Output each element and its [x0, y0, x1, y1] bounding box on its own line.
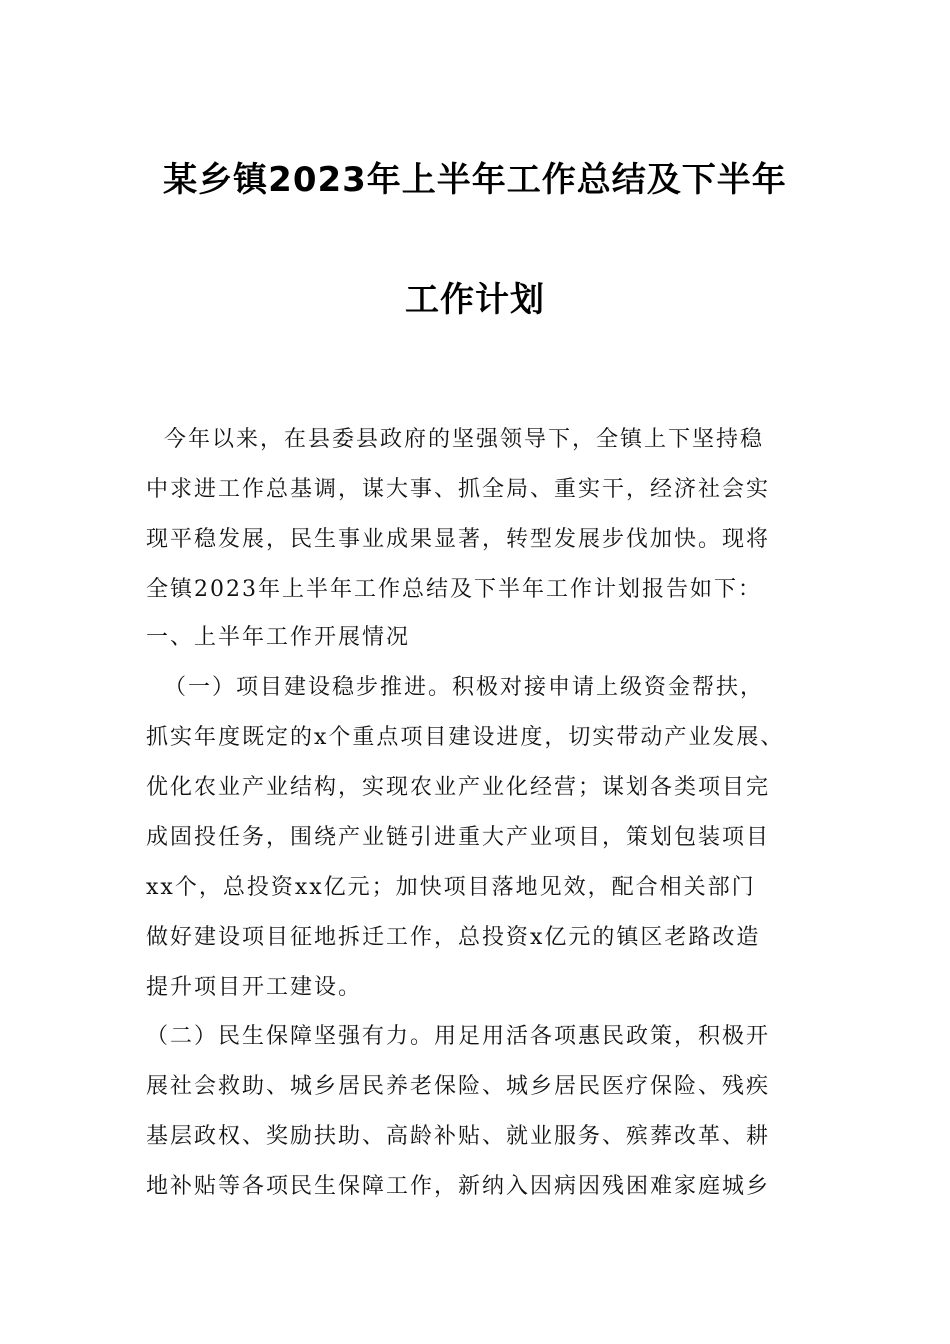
body-line: 做好建设项目征地拆迁工作，总投资x亿元的镇区老路改造 — [146, 925, 761, 950]
body-line: xx个，总投资xx亿元；加快项目落地见效，配合相关部门 — [146, 875, 756, 900]
body-line: 全镇2023年上半年工作总结及下半年工作计划报告如下： — [146, 577, 762, 602]
document-title-line-2: 工作计划 — [405, 280, 545, 320]
body-line: （一）项目建设稳步推进。积极对接申请上级资金帮扶， — [146, 675, 764, 700]
body-line: 中求进工作总基调，谋大事、抓全局、重实干，经济社会实 — [146, 477, 771, 502]
body-line: 基层政权、奖励扶助、高龄补贴、就业服务、殡葬改革、耕 — [146, 1124, 771, 1149]
document-title-line-1: 某乡镇2023年上半年工作总结及下半年 — [163, 160, 787, 200]
body-line: 现平稳发展，民生事业成果显著，转型发展步伐加快。现将 — [146, 527, 771, 552]
body-line: 展社会救助、城乡居民养老保险、城乡居民医疗保险、残疾 — [146, 1074, 771, 1099]
body-line: 提升项目开工建设。 — [146, 975, 363, 1000]
body-line: （二）民生保障坚强有力。用足用活各项惠民政策，积极开 — [146, 1024, 771, 1049]
body-line: 今年以来，在县委县政府的坚强领导下，全镇上下坚持稳 — [146, 427, 764, 452]
body-line: 抓实年度既定的x个重点项目建设进度，切实带动产业发展、 — [146, 725, 785, 750]
body-line: 成固投任务，围绕产业链引进重大产业项目，策划包装项目 — [146, 825, 771, 850]
section-heading: 一、上半年工作开展情况 — [146, 625, 411, 650]
body-line: 地补贴等各项民生保障工作，新纳入因病因残困难家庭城乡 — [146, 1174, 771, 1199]
body-line: 优化农业产业结构，实现农业产业化经营；谋划各类项目完 — [146, 775, 771, 800]
